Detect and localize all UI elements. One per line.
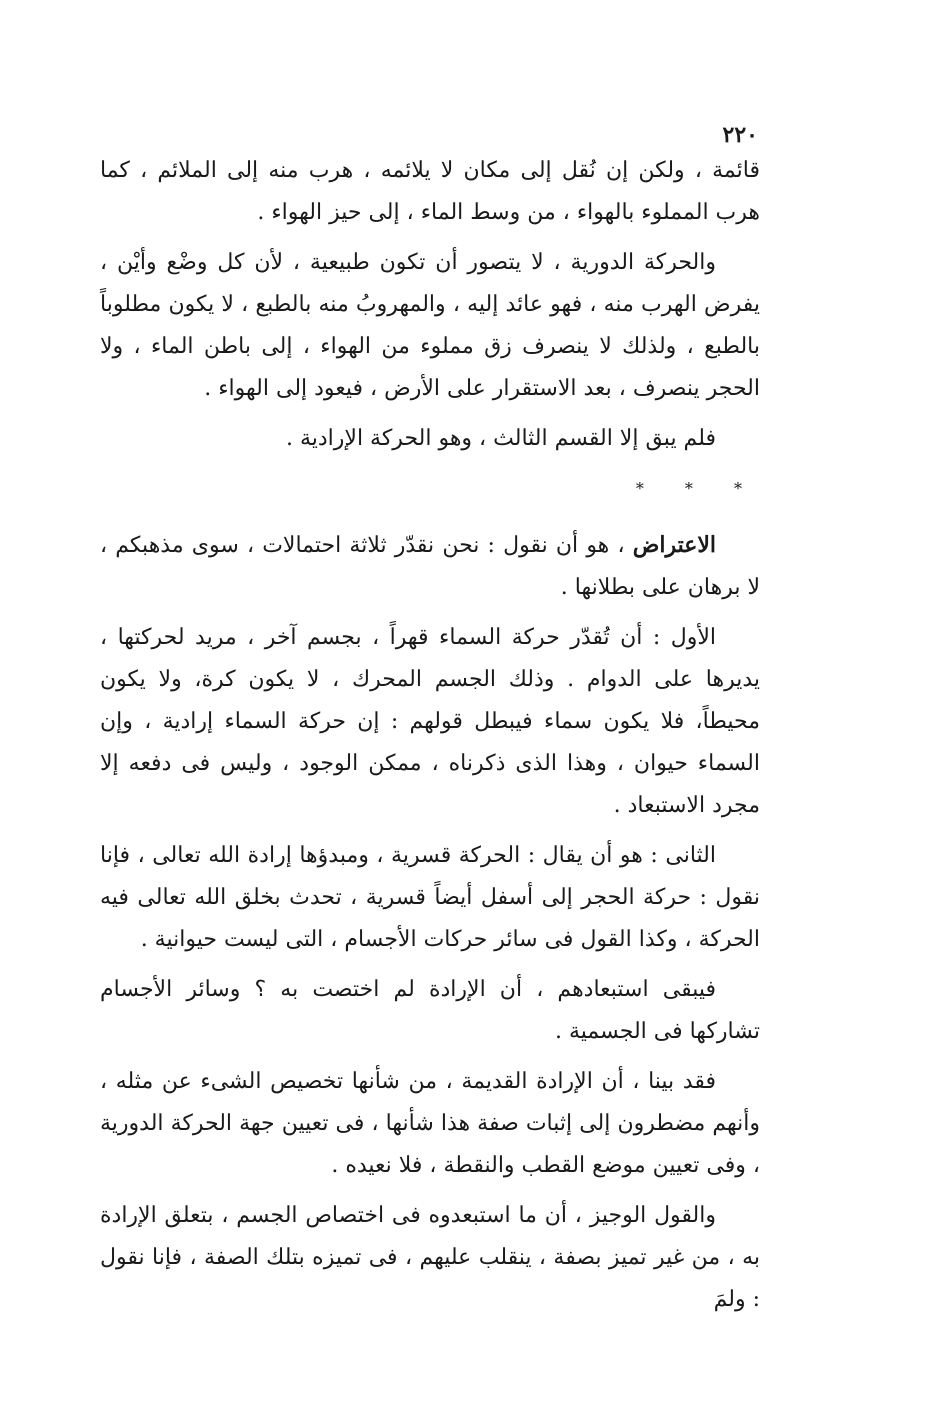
paragraph-first-possibility: الأول : أن تُقدّر حركة السماء قهراً ، بجسم آخر ، مريد لحركتها ، يديرها على الدوام . وذلك الجسم المحرك ، لا يكون كرة، ولا يكون محيطاً، فلا يكون سماء فيبطل قولهم : إن حركة السماء إرادية ، وإن السماء حيوان ، وهذا الذى ذكرناه ، ممكن الوجود ، وليس فى دفعه إلا مجرد الاستبعاد . — [100, 625, 760, 818]
objection-paragraph — [100, 524, 760, 609]
objection-text: ، هو أن نقول : نحن نقدّر ثلاثة احتمالات ، سوى مذهبكم ، لا برهان على بطلانها . — [100, 533, 760, 600]
paragraph-3: فلم يبق إلا القسم الثالث ، وهو الحركة الإرادية . — [285, 426, 716, 451]
section-separator: * * * — [635, 479, 760, 498]
objection-keyword: الاعتراض — [632, 532, 717, 558]
paragraph-2: والحركة الدورية ، لا يتصور أن تكون طبيعية ، لأن كل وضْع وأيْن ، يفرض الهرب منه ، فهو عائد إليه ، والمهروبُ منه بالطبع ، لا يكون مطلوباً بالطبع ، ولذلك لا ينصرف زق مملوء من الهواء ، إلى باطن الماء ، ولا الحجر ينصرف ، بعد الاستقرار على الأرض ، فيعود إلى الهواء . — [100, 250, 760, 401]
paragraph-remaining-objection: فيبقى استبعادهم ، أن الإرادة لم اختصت به ؟ وسائر الأجسام تشاركها فى الجسمية . — [100, 977, 760, 1044]
page-number: ٢٢٠ — [722, 122, 758, 148]
paragraph-brief-statement: والقول الوجيز ، أن ما استبعدوه فى اختصاص الجسم ، بتعلق الإرادة به ، من غير تميز بصفة ، ينقلب عليهم ، فى تميزه بتلك الصفة ، فإنا نقول : ولمَ — [100, 1203, 760, 1312]
paragraph-eternal-will: فقد بينا ، أن الإرادة القديمة ، من شأنها تخصيص الشىء عن مثله ، وأنهم مضطرون إلى إثبات صفة هذا شأنها ، فى تعيين جهة الحركة الدورية ، وفى تعيين موضع القطب والنقطة ، فلا نعيده . — [100, 1069, 760, 1178]
paragraph-1: قائمة ، ولكن إن نُقل إلى مكان لا يلائمه ، هرب منه إلى الملائم ، كما هرب المملوء بالهواء ، من وسط الماء ، إلى حيز الهواء . — [100, 158, 760, 225]
body-text — [100, 150, 760, 1329]
paragraph-second-possibility: الثانى : هو أن يقال : الحركة قسرية ، ومبدؤها إرادة الله تعالى ، فإنا نقول : حركة الحجر إلى أسفل أيضاً قسرية ، تحدث بخلق الله تعالى فيه الحركة ، وكذا القول فى سائر حركات الأجسام ، التى ليست حيوانية . — [100, 843, 760, 952]
